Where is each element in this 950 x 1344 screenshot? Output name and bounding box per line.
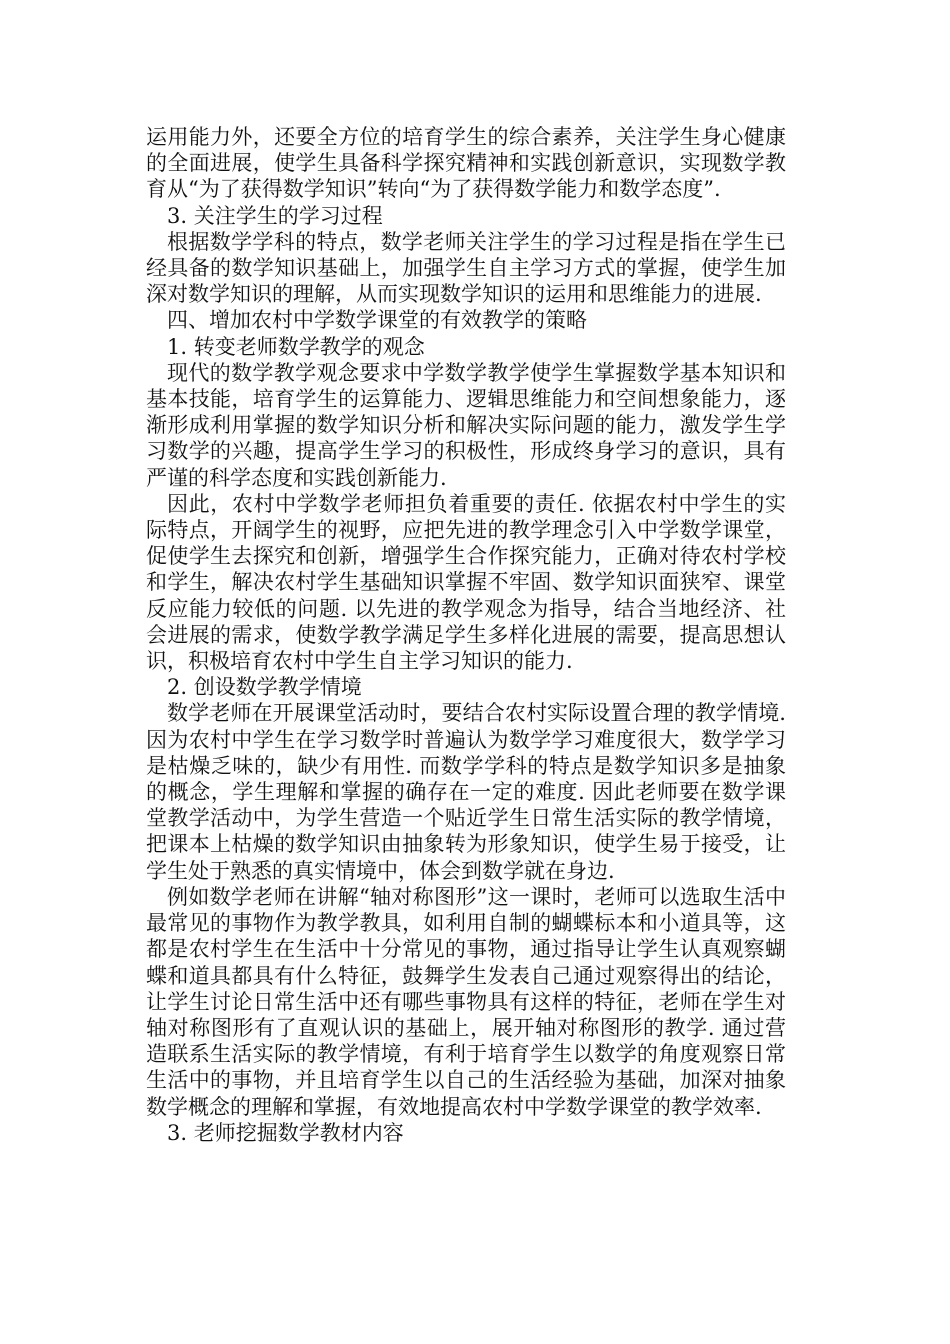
paragraph: 数学老师在开展课堂活动时，要结合农村实际设置合理的教学情境. 因为农村中学生在学习数学时普遍认为数学学习难度很大，数学学习是枯燥乏味的，缺少有用性. 而数学学科的特点是数学知识多是抽象的概念，学生理解和掌握的确存在一定的难度. 因此老师要在数学课堂教学活动中，为学生营造一个贴近学生日常生活实际的教学情境，把课本上枯燥的数学知识由抽象转为形象知识，使学生易于接受，让学生处于熟悉的真实情境中，体会到数学就在身边. bbox=[146, 701, 786, 883]
paragraph: 根据数学学科的特点，数学老师关注学生的学习过程是指在学生已经具备的数学知识基础上，加强学生自主学习方式的掌握，使学生加深对数学知识的理解，从而实现数学知识的运用和思维能力的进展. bbox=[146, 229, 786, 307]
paragraph-continuation: 运用能力外，还要全方位的培育学生的综合素养，关注学生身心健康的全面进展，使学生具备科学探究精神和实践创新意识，实现数学教育从“为了获得数学知识”转向“为了获得数学能力和数学态度”. bbox=[146, 125, 786, 202]
paragraph: 例如数学老师在讲解“轴对称图形”这一课时，老师可以选取生活中最常见的事物作为教学教具，如利用自制的蝴蝶标本和小道具等，这都是农村学生在生活中十分常见的事物，通过指导让学生认真观察蝴蝶和道具都具有什么特征，鼓舞学生发表自己通过观察得出的结论，让学生讨论日常生活中还有哪些事物具有这样的特征，老师在学生对轴对称图形有了直观认识的基础上，展开轴对称图形的教学. 通过营造联系生活实际的教学情境，有利于培育学生以数学的角度观察日常生活中的事物，并且培育学生以自己的生活经验为基础，加深对抽象数学概念的理解和掌握，有效地提高农村中学数学课堂的教学效率. bbox=[146, 884, 786, 1119]
section-heading-1: 1. 转变老师数学教学的观念 bbox=[167, 334, 425, 359]
chapter-heading-4: 四、增加农村中学数学课堂的有效教学的策略 bbox=[167, 308, 587, 333]
section-heading-2: 2. 创设数学教学情境 bbox=[167, 675, 362, 700]
paragraph: 现代的数学教学观念要求中学数学教学使学生掌握数学基本知识和基本技能，培育学生的运算能力、逻辑思维能力和空间想象能力，逐渐形成利用掌握的数学知识分析和解决实际问题的能力，激发学生学习数学的兴趣，提高学生学习的积极性，形成终身学习的意识，具有严谨的科学态度和实践创新能力. bbox=[146, 360, 786, 490]
section-heading-3: 3. 关注学生的学习过程 bbox=[167, 203, 383, 228]
document-body bbox=[146, 124, 786, 1146]
section-heading-3b: 3. 老师挖掘数学教材内容 bbox=[167, 1120, 404, 1145]
paragraph: 因此，农村中学数学老师担负着重要的责任. 依据农村中学生的实际特点，开阔学生的视野，应把先进的教学理念引入中学数学课堂，促使学生去探究和创新，增强学生合作探究能力，正确对待农村学校和学生，解决农村学生基础知识掌握不牢固、数学知识面狭窄、课堂反应能力较低的问题. 以先进的教学观念为指导，结合当地经济、社会进展的需求，使数学教学满足学生多样化进展的需要，提高思想认识，积极培育农村中学生自主学习知识的能力. bbox=[146, 491, 786, 674]
